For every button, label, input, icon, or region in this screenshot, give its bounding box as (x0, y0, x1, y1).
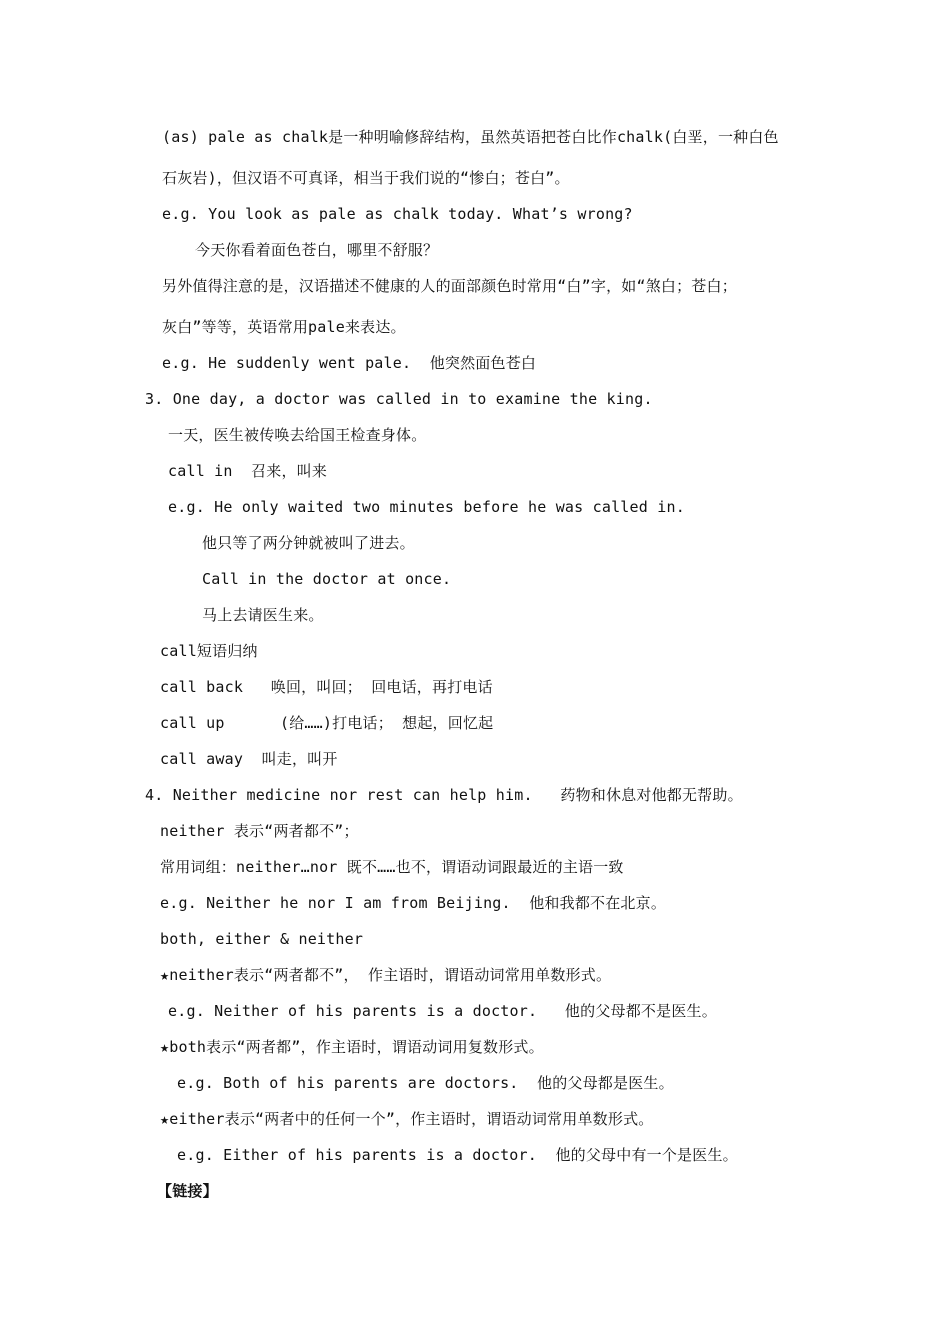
text-line: both, either & neither (160, 930, 364, 948)
text-line: (as) pale as chalk是一种明喻修辞结构，虽然英语把苍白比作chalk(白垩，一种白色 (162, 128, 779, 146)
text-line: call away 叫走，叫开 (160, 750, 338, 768)
text-line: 灰白”等等，英语常用pale来表达。 (162, 318, 406, 336)
section-heading: 3. One day, a doctor was called in to examine the king. (145, 390, 653, 408)
text-line: call back 唤回，叫回； 回电话，再打电话 (160, 678, 493, 696)
link-heading: 【链接】 (157, 1182, 218, 1200)
text-line: e.g. Neither he nor I am from Beijing. 他和我都不在北京。 (160, 894, 667, 912)
text-line: 今天你看着面色苍白，哪里不舒服？ (195, 241, 439, 259)
text-line: 他只等了两分钟就被叫了进去。 (202, 534, 415, 552)
text-line: ★neither表示“两者都不”， 作主语时，谓语动词常用单数形式。 (160, 966, 612, 984)
text-line: call up (给……)打电话； 想起，回忆起 (160, 714, 494, 732)
text-line: e.g. You look as pale as chalk today. What’s wrong? (162, 205, 633, 223)
text-line: e.g. Neither of his parents is a doctor. 他的父母都不是医生。 (168, 1002, 717, 1020)
text-line: Call in the doctor at once. (202, 570, 452, 588)
text-line: call短语归纳 (160, 642, 258, 660)
text-line: e.g. Either of his parents is a doctor. 他的父母中有一个是医生。 (177, 1146, 738, 1164)
text-line: 一天，医生被传唤去给国王检查身体。 (168, 426, 427, 444)
text-line: 马上去请医生来。 (202, 606, 324, 624)
text-line: call in 召来，叫来 (168, 462, 328, 480)
text-line: 石灰岩)，但汉语不可真译，相当于我们说的“惨白；苍白”。 (162, 169, 570, 187)
text-line: 另外值得注意的是，汉语描述不健康的人的面部颜色时常用“白”字，如“煞白；苍白； (162, 277, 737, 295)
text-line: ★both表示“两者都”，作主语时，谓语动词用复数形式。 (160, 1038, 544, 1056)
text-line: e.g. He only waited two minutes before he was called in. (168, 498, 685, 516)
text-line: e.g. Both of his parents are doctors. 他的父母都是医生。 (177, 1074, 674, 1092)
text-line: e.g. He suddenly went pale. 他突然面色苍白 (162, 354, 537, 372)
text-line: neither 表示“两者都不”； (160, 822, 359, 840)
text-line: 常用词组：neither…nor 既不……也不，谓语动词跟最近的主语一致 (160, 858, 624, 876)
section-heading: 4. Neither medicine nor rest can help him. 药物和休息对他都无帮助。 (145, 786, 743, 804)
text-line: ★either表示“两者中的任何一个”，作主语时，谓语动词常用单数形式。 (160, 1110, 654, 1128)
